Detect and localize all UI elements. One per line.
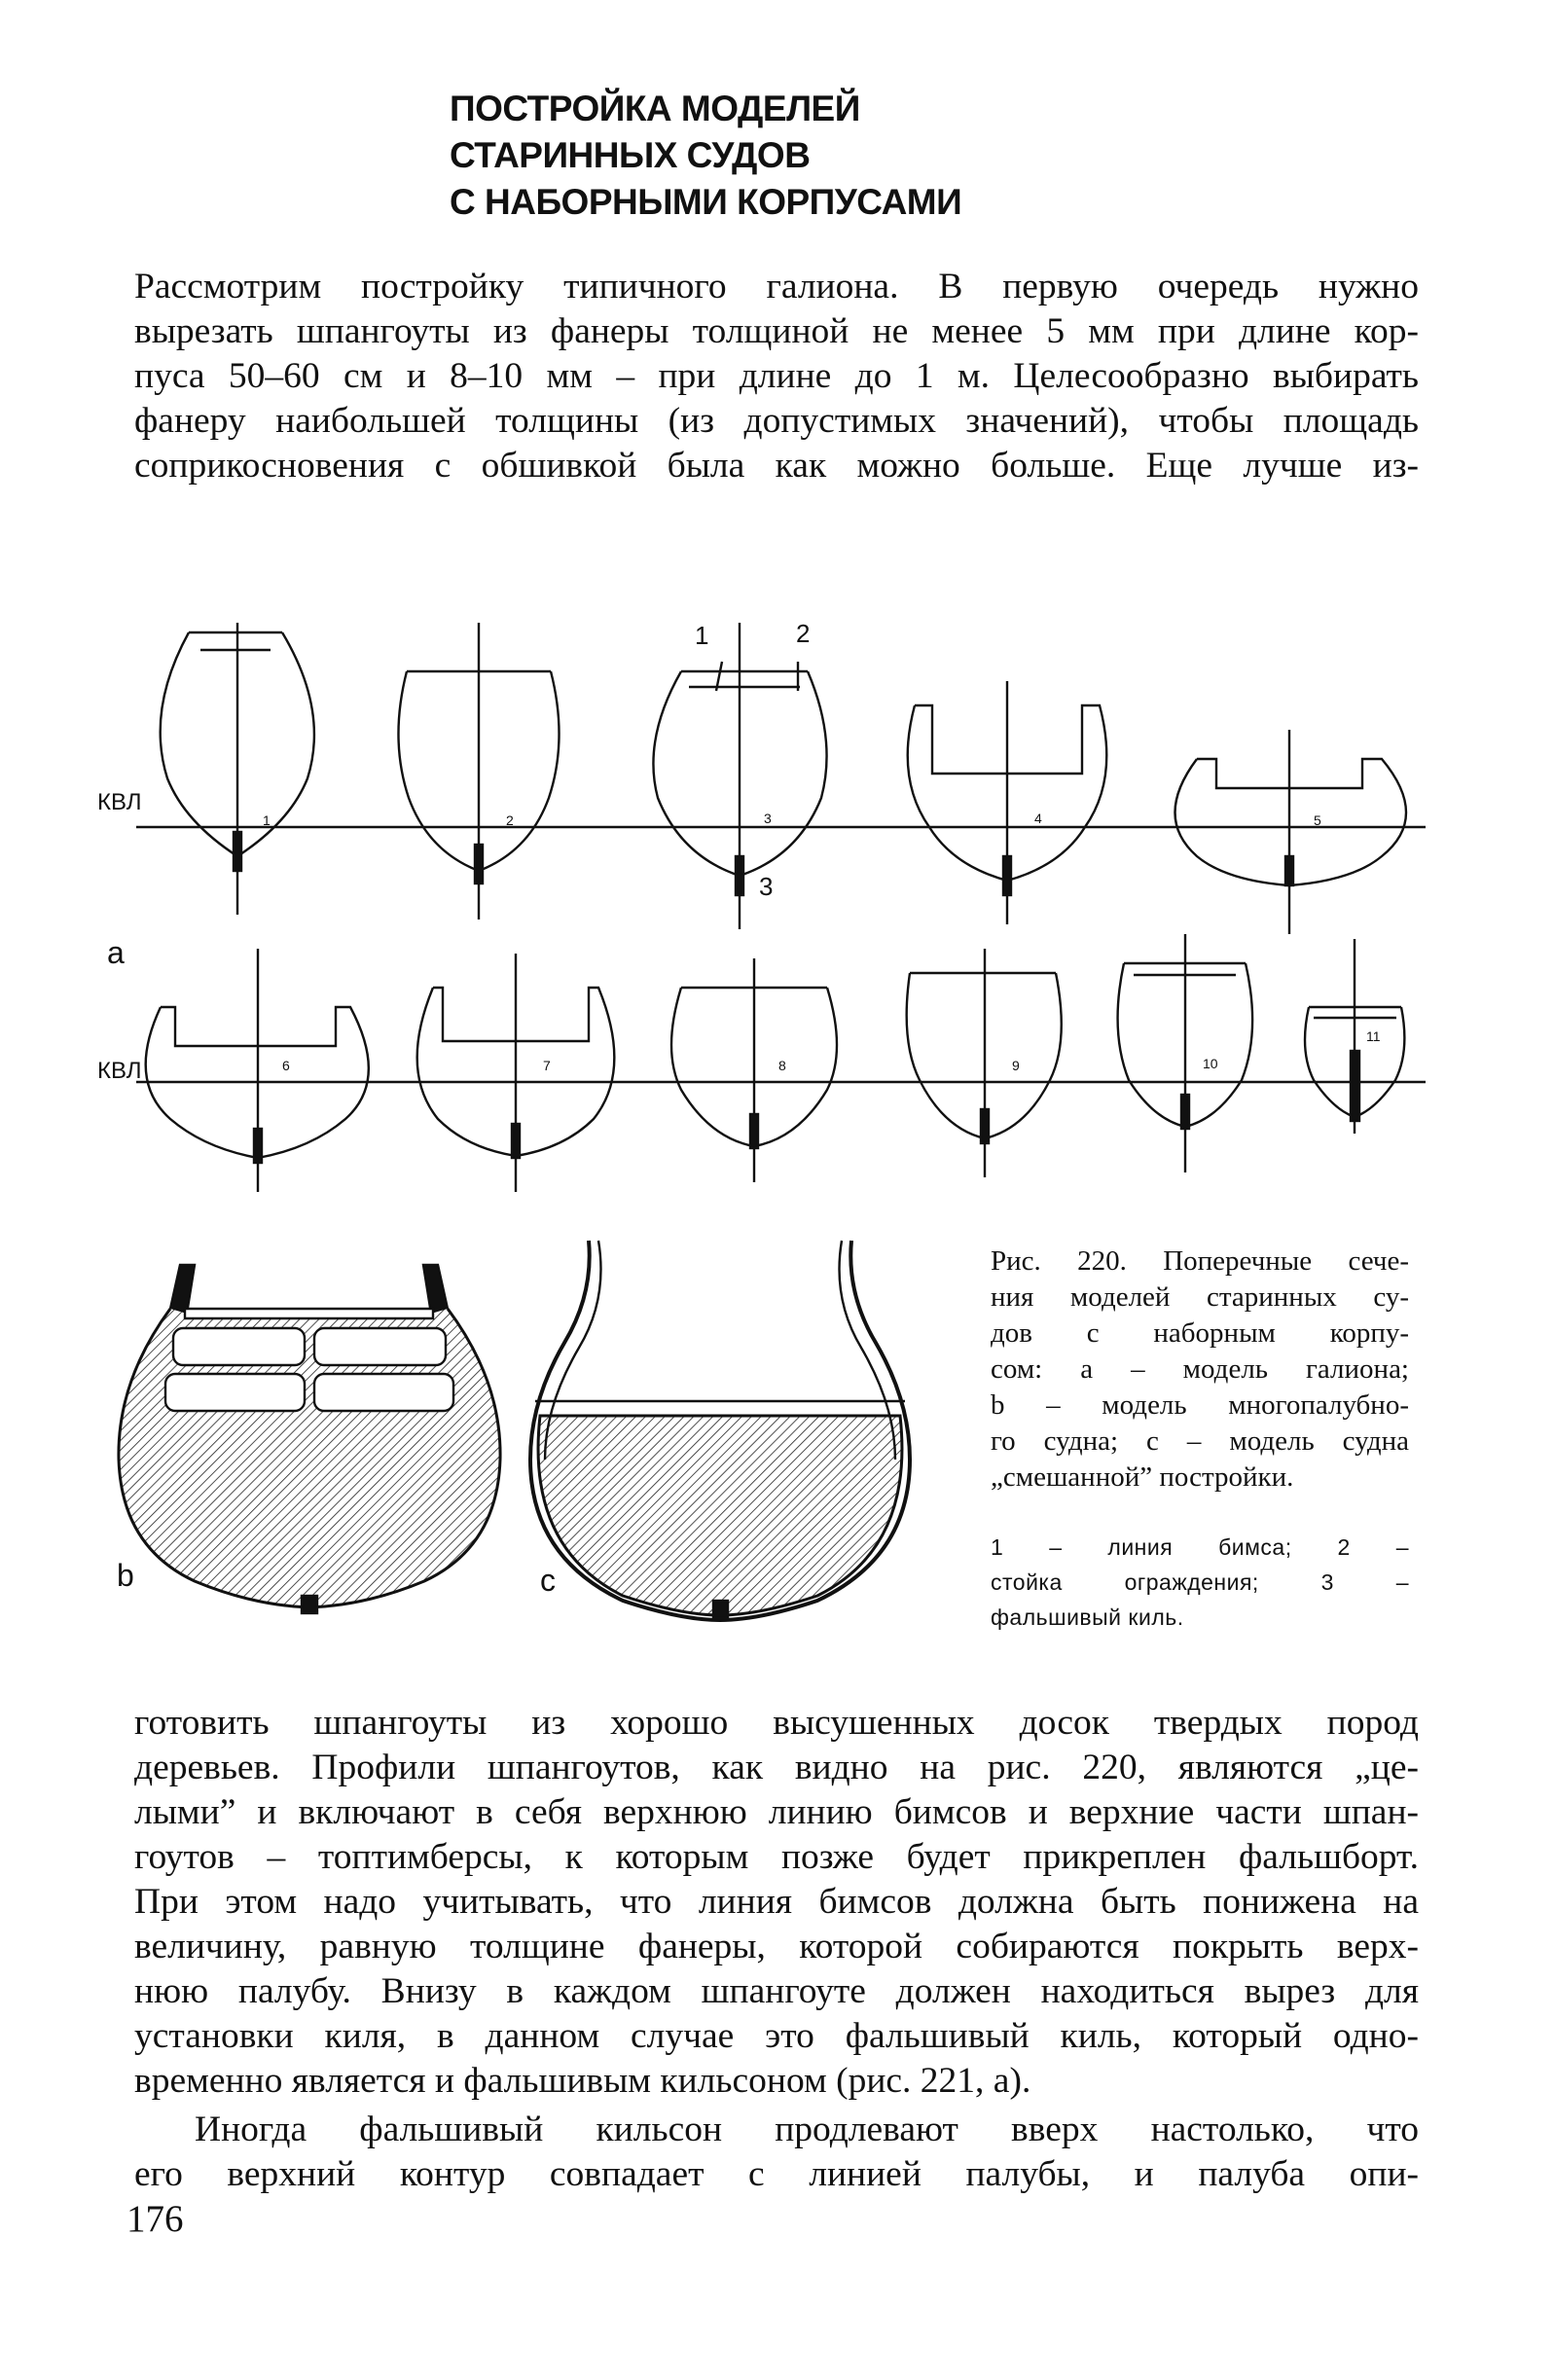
- frame-3: [653, 623, 826, 929]
- section-c: [530, 1241, 910, 1620]
- section-b-label: b: [117, 1558, 134, 1593]
- caption-line: дов с наборным корпу-: [991, 1317, 1409, 1349]
- text-line: вырезать шпангоуты из фанеры толщиной не менее 5 мм при длине кор-: [134, 311, 1419, 351]
- paragraph-main: [134, 1701, 1419, 2104]
- title-line: СТАРИННЫХ СУДОВ: [450, 135, 811, 175]
- title-line: ПОСТРОЙКА МОДЕЛЕЙ: [450, 89, 860, 128]
- section-b: [119, 1265, 500, 1613]
- callout-3: 3: [759, 872, 774, 901]
- frame-1: [161, 623, 314, 915]
- caption-line: сом: а – модель галиона;: [991, 1353, 1409, 1385]
- frame-number: 10: [1203, 1056, 1218, 1071]
- title-line: С НАБОРНЫМИ КОРПУСАМИ: [450, 182, 962, 222]
- figure-caption: [991, 1244, 1409, 1496]
- text-line: установки киля, в данном случае это фальшивый киль, который одно-: [134, 2016, 1419, 2056]
- frame-number: 2: [506, 812, 514, 828]
- text-line: нюю палубу. Внизу в каждом шпангоуте должен находиться вырез для: [134, 1971, 1419, 2011]
- frame-number: 6: [282, 1058, 290, 1073]
- text-line: готовить шпангоуты из хорошо высушенных досок твердых пород: [134, 1703, 1419, 1743]
- legend-line: 1 – линия бимса; 2 –: [991, 1534, 1409, 1560]
- text-line: пуса 50–60 см и 8–10 мм – при длине до 1 м. Целесообразно выбирать: [134, 356, 1419, 396]
- frame-2: [398, 623, 559, 920]
- frame-number: 11: [1366, 1028, 1381, 1044]
- text-line: лыми” и включают в себя верхнюю линию бимсов и верхние части шпан-: [134, 1792, 1419, 1832]
- caption-line: го судна; с – модель судна: [991, 1425, 1409, 1457]
- text-line: величину, равную толщине фанеры, которой собираются покрыть верх-: [134, 1927, 1419, 1966]
- frame-number: 4: [1034, 811, 1042, 826]
- text-line: соприкосновения с обшивкой была как можно больше. Еще лучше из-: [134, 446, 1419, 486]
- frame-7: [417, 954, 615, 1192]
- caption-line: ния моделей старинных су-: [991, 1281, 1409, 1313]
- frame-11: [1305, 939, 1404, 1134]
- frame-number: 1: [263, 812, 271, 828]
- text-line: его верхний контур совпадает с линией палубы, и палуба опи-: [134, 2154, 1419, 2194]
- row-a-label: а: [107, 935, 125, 970]
- frame-10: [1118, 934, 1253, 1172]
- frame-8: [671, 958, 837, 1182]
- legend-line: стойка ограждения; 3 –: [991, 1569, 1409, 1595]
- text-line: деревьев. Профили шпангоутов, как видно на рис. 220, являются „це-: [134, 1748, 1419, 1787]
- frame-9: [907, 949, 1062, 1177]
- text-line: Рассмотрим постройку типичного галиона. В первую очередь нужно: [134, 267, 1419, 307]
- text-line: Иногда фальшивый кильсон продлевают вверх настолько, что: [195, 2110, 1419, 2149]
- legend-line: фальшивый киль.: [991, 1605, 1184, 1630]
- callout-1: 1: [695, 621, 709, 650]
- caption-line: Рис. 220. Поперечные сече-: [991, 1245, 1409, 1277]
- caption-line: b – модель многопалубно-: [991, 1389, 1409, 1421]
- frame-number: 8: [778, 1058, 786, 1073]
- page-number: 176: [126, 2198, 184, 2240]
- frame-number: 3: [764, 811, 772, 826]
- frame-number: 5: [1314, 812, 1321, 828]
- text-line: временно является и фальшивым кильсоном (рис. 221, а).: [134, 2061, 1031, 2101]
- caption-line: „смешанной” постройки.: [991, 1461, 1294, 1493]
- frame-4: [908, 681, 1107, 924]
- frame-number: 9: [1012, 1058, 1020, 1073]
- kvl-label: КВЛ: [97, 789, 142, 815]
- text-line: фанеру наибольшей толщины (из допустимых значений), чтобы площадь: [134, 401, 1419, 441]
- figure-legend: [991, 1530, 1409, 1635]
- section-c-label: c: [540, 1563, 556, 1598]
- callout-2: 2: [796, 619, 811, 648]
- text-line: При этом надо учитывать, что линия бимсов должна быть понижена на: [134, 1882, 1419, 1922]
- kvl-label: КВЛ: [97, 1058, 142, 1084]
- frame-6: [146, 949, 369, 1192]
- text-line: гоутов – топтимберсы, к которым позже будет прикреплен фальшборт.: [134, 1837, 1419, 1877]
- frame-5: [1175, 730, 1407, 934]
- frame-number: 7: [543, 1058, 551, 1073]
- paragraph-final: [134, 2108, 1419, 2197]
